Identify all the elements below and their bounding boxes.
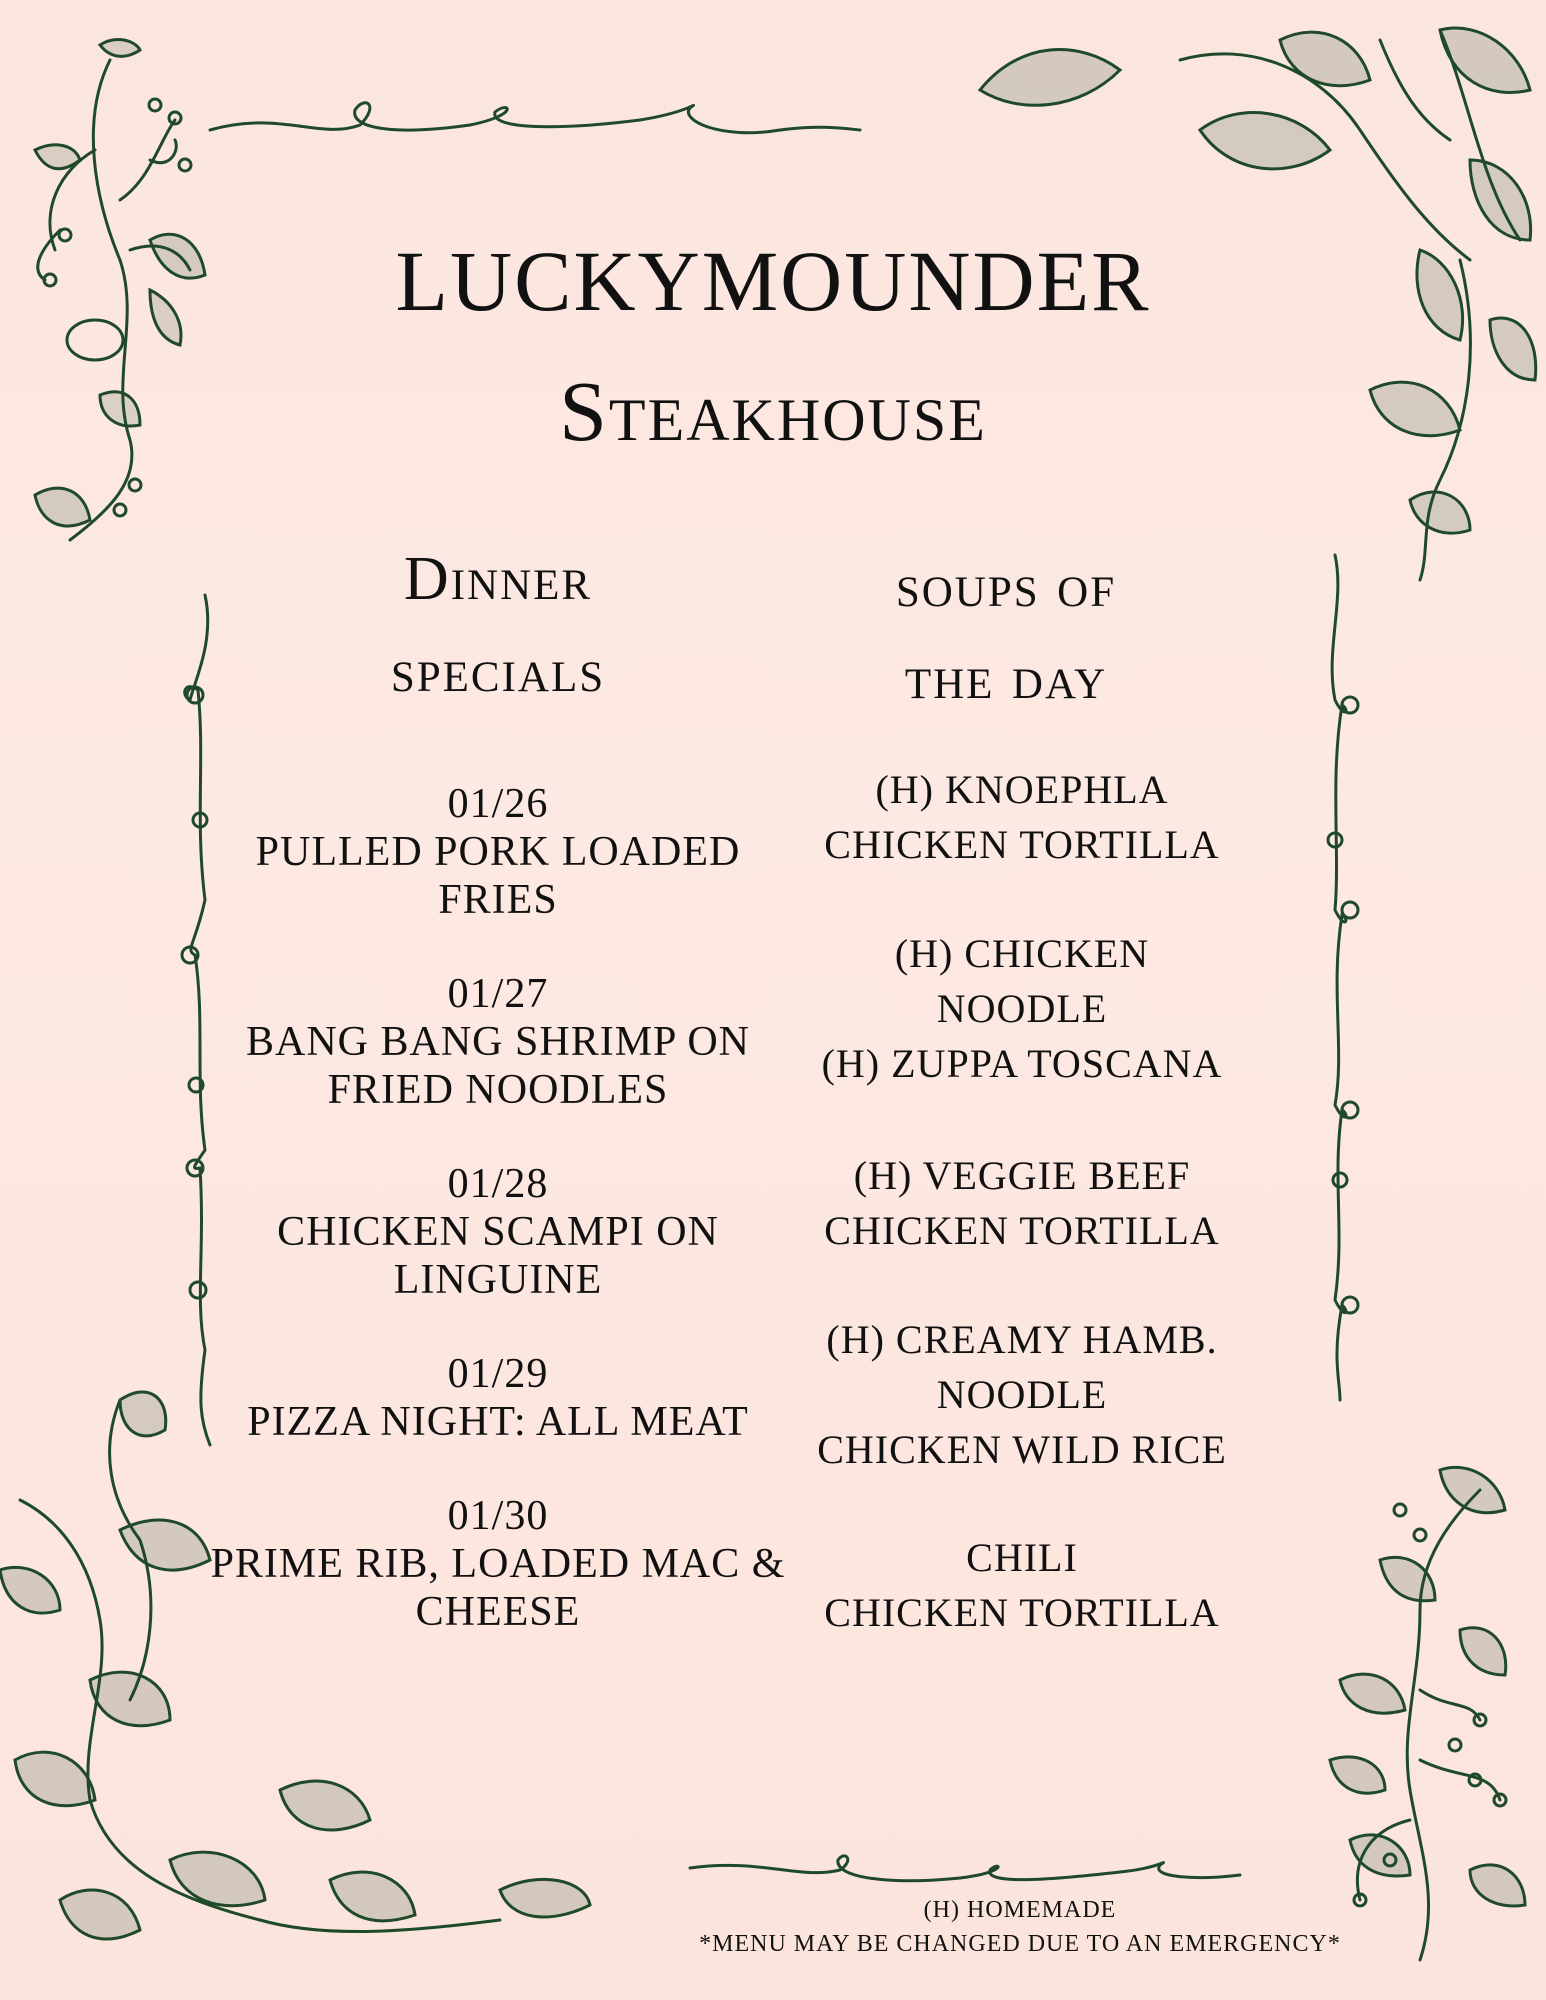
soups-heading: soups of the day [895,552,1117,712]
dinner-specials-heading: Dinner specials [390,545,606,705]
special-item: 01/29 PIZZA NIGHT: ALL MEAT [247,1351,749,1445]
footer-note: (H) HOMEMADE *MENU MAY BE CHANGED DUE TO AN EMERGENCY* [699,1897,1341,1957]
special-item: 01/28 CHICKEN SCAMPI ON LINGUINE [277,1161,719,1303]
soup-item: (H) VEGGIE BEEF CHICKEN TORTILLA [824,1153,1220,1253]
soup-item: (H) CREAMY HAMB. NOODLE CHICKEN WILD RICE [817,1317,1227,1472]
special-item: 01/26 PULLED PORK LOADED FRIES [255,781,741,923]
restaurant-subtitle: Steakhouse [559,363,987,459]
scroll-border-right [1332,555,1346,1400]
soup-item: CHILI CHICKEN TORTILLA [824,1535,1220,1635]
leaf-vine-bottom-right [1330,1467,1525,1960]
special-item: 01/27 BANG BANG SHRIMP ON FRIED NOODLES [245,971,750,1113]
scroll-border-bottom [690,1856,1240,1881]
scroll-border-top [210,103,860,133]
special-item: 01/30 PRIME RIB, LOADED MAC & CHEESE [210,1493,786,1635]
soup-item: (H) CHICKEN NOODLE (H) ZUPPA TOSCANA [821,931,1223,1086]
restaurant-name: LUCKYMOUNDER [395,233,1151,329]
soup-item: (H) KNOEPHLA CHICKEN TORTILLA [824,767,1220,867]
leaf-vine-bottom-left [0,1392,590,1939]
